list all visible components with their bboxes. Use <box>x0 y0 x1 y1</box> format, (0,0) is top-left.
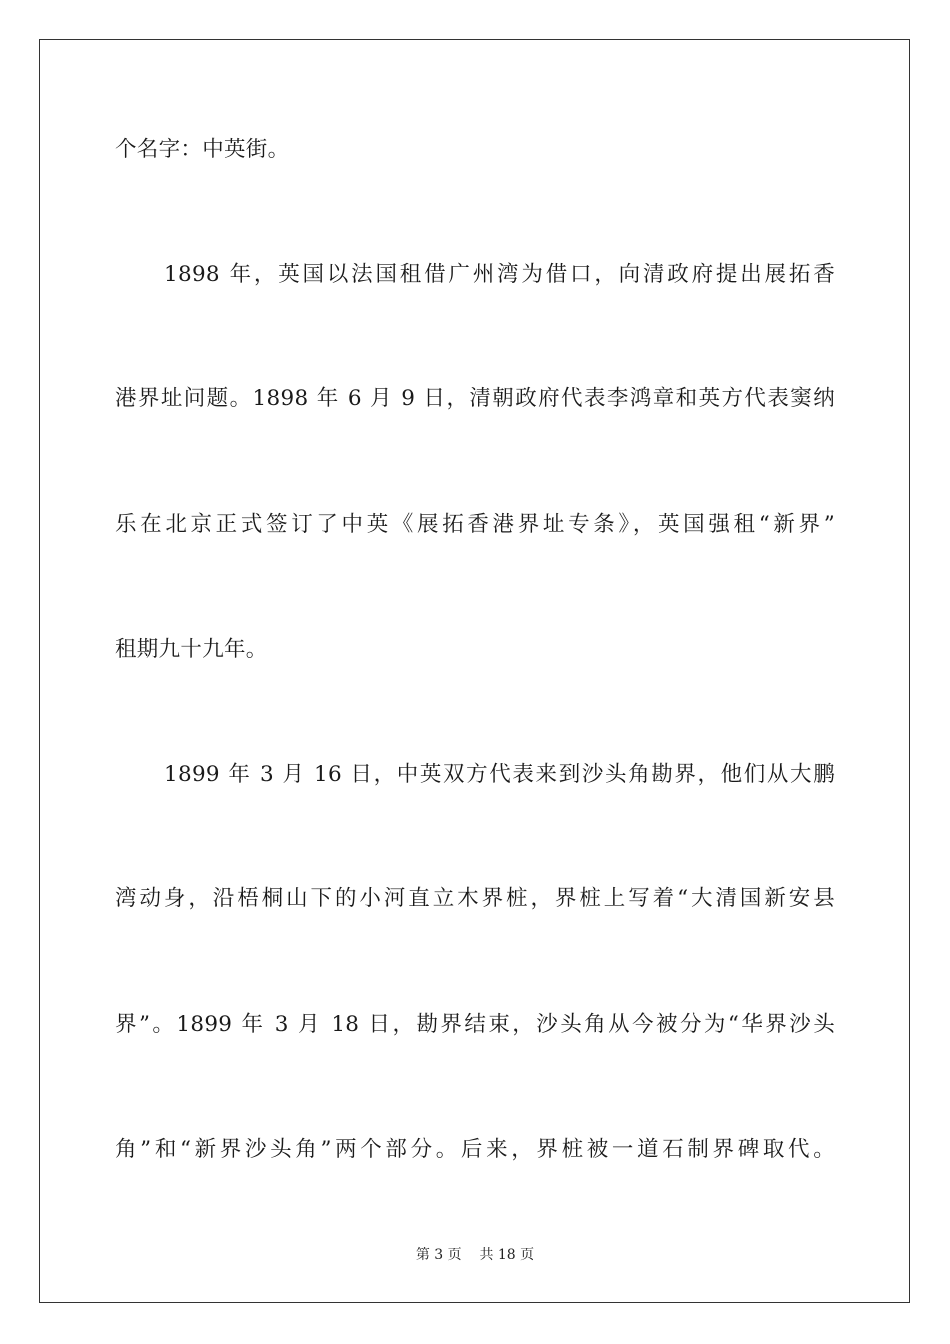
paragraph-line-2: 1898 年，英国以法国租借广州湾为借口，向清政府提出展拓香 <box>164 262 835 287</box>
paragraph-line-8: 界”。1899 年 3 月 18 日，勘界结束，沙头角从今被分为“华界沙头 <box>115 1012 835 1037</box>
paragraph-line-6: 1899 年 3 月 16 日，中英双方代表来到沙头角勘界，他们从大鹏 <box>164 762 835 787</box>
paragraph-line-1: 个名字：中英街。 <box>115 137 290 162</box>
page-number: 第 3 页 <box>415 1247 462 1263</box>
paragraph-line-3: 港界址问题。1898 年 6 月 9 日，清朝政府代表李鸿章和英方代表窦纳 <box>115 386 835 411</box>
page-total: 共 18 页 <box>479 1247 535 1263</box>
page-border <box>39 39 910 1303</box>
paragraph-line-4: 乐在北京正式签订了中英《展拓香港界址专条》，英国强租“新界” <box>115 512 835 537</box>
page-footer <box>0 1246 950 1264</box>
paragraph-line-5: 租期九十九年。 <box>115 637 268 662</box>
paragraph-line-7: 湾动身，沿梧桐山下的小河直立木界桩，界桩上写着“大清国新安县 <box>115 886 835 911</box>
paragraph-line-9: 角”和“新界沙头角”两个部分。后来，界桩被一道石制界碑取代。 <box>115 1137 835 1162</box>
